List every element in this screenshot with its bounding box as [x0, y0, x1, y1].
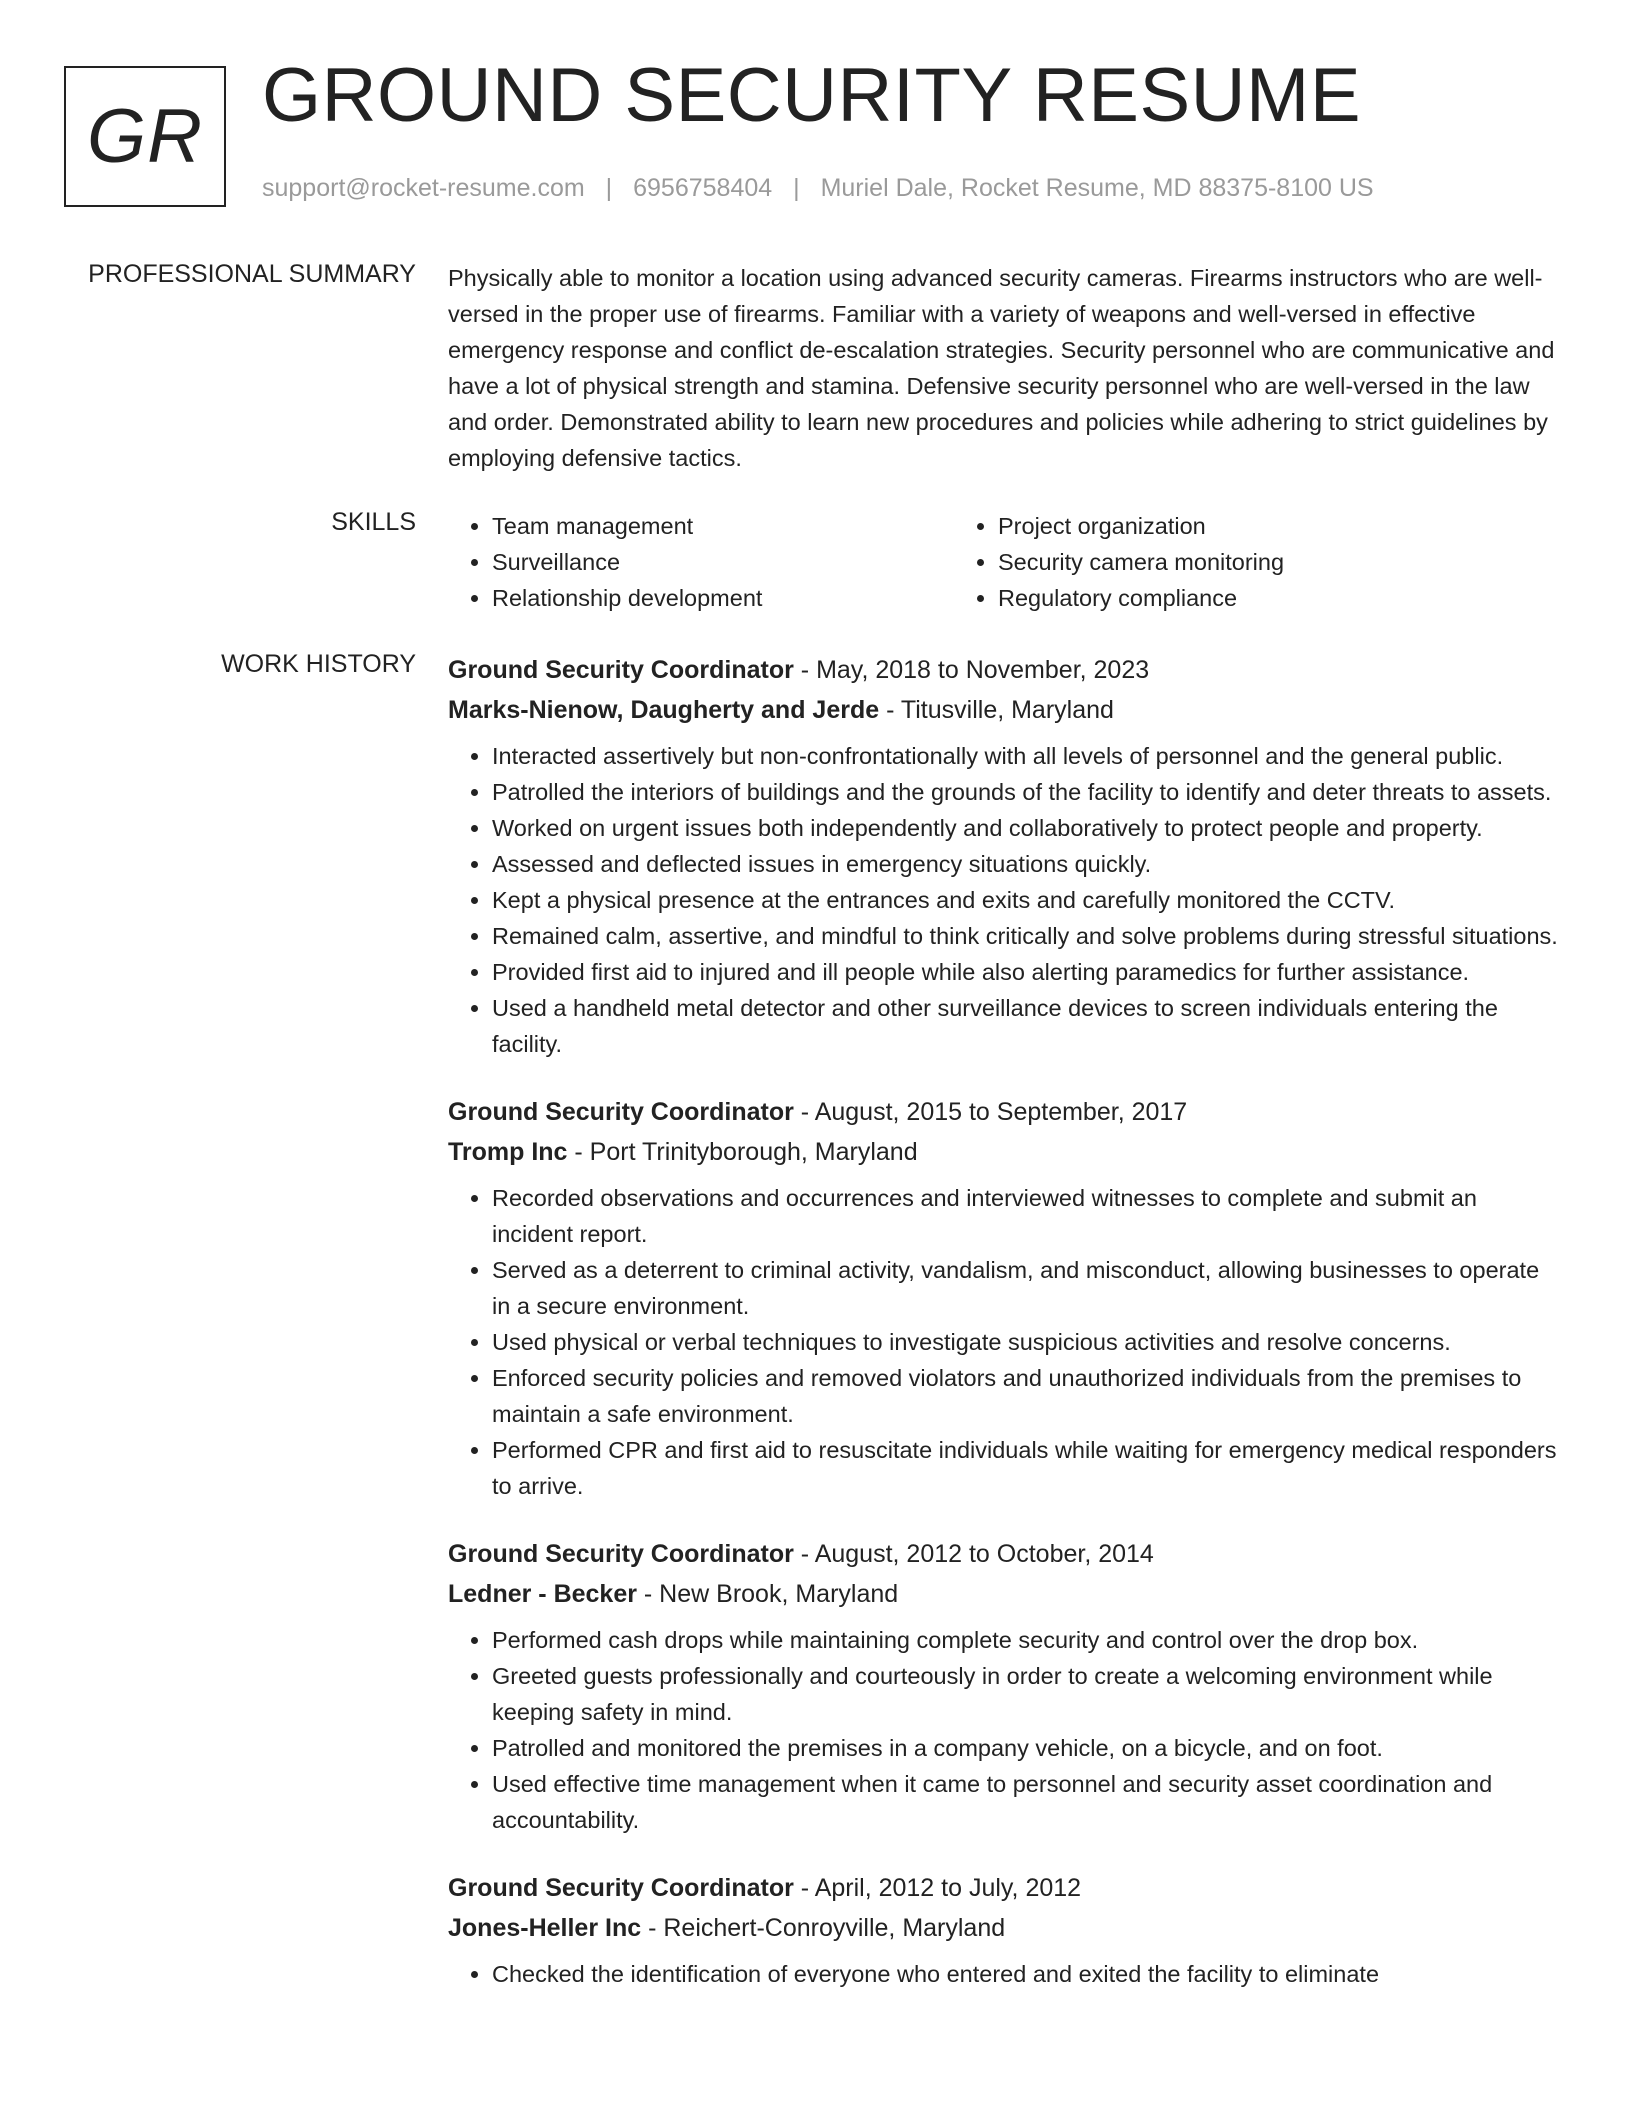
job-role: Ground Security Coordinator [448, 1098, 794, 1126]
skill-item: • Security camera monitoring [998, 544, 1284, 580]
contact-address: Muriel Dale, Rocket Resume, MD 88375-8100 US [820, 174, 1374, 202]
job-dates: - August, 2012 to October, 2014 [793, 1540, 1154, 1568]
skill-item: • Project organization [998, 508, 1284, 544]
job-title-line [448, 1534, 1563, 1574]
job-dates: - May, 2018 to November, 2023 [793, 656, 1150, 684]
job-company: Tromp Inc [448, 1138, 568, 1166]
job-list [448, 650, 1563, 2022]
contact-phone: 6956758404 [633, 174, 773, 202]
job-company: Jones-Heller Inc [448, 1914, 642, 1942]
job-bullet: • Provided first aid to injured and ill people while also alerting paramedics for further assistance. [492, 954, 1563, 990]
job-bullet: • Used physical or verbal techniques to investigate suspicious activities and resolve concerns. [492, 1324, 1563, 1360]
job-title-line [448, 1868, 1563, 1908]
job-bullet: • Patrolled and monitored the premises in a company vehicle, on a bicycle, and on foot. [492, 1730, 1563, 1766]
job-company-line [448, 1132, 1563, 1172]
job-bullet: • Checked the identification of everyone who entered and exited the facility to eliminate [492, 1956, 1563, 1992]
skill-item: • Surveillance [492, 544, 954, 580]
skill-item: • Team management [492, 508, 954, 544]
job-entry [448, 650, 1563, 1062]
skill-item: • Relationship development [492, 580, 954, 616]
job-bullets [448, 738, 1563, 1062]
job-bullet: • Performed CPR and first aid to resuscitate individuals while waiting for emergency medical responders to arrive. [492, 1432, 1563, 1504]
job-entry [448, 1868, 1563, 1992]
job-company-line [448, 690, 1563, 730]
job-bullets [448, 1622, 1563, 1838]
job-bullet: • Enforced security policies and removed violators and unauthorized individuals from the premises to maintain a safe environment. [492, 1360, 1563, 1432]
initials-badge [64, 66, 226, 207]
job-company: Ledner - Becker [448, 1580, 637, 1608]
contact-line [262, 174, 1374, 203]
job-bullet: • Performed cash drops while maintaining complete security and control over the drop box. [492, 1622, 1563, 1658]
skills-heading: SKILLS [331, 508, 416, 536]
job-bullet: • Remained calm, assertive, and mindful to think critically and solve problems during stressful situations. [492, 918, 1563, 954]
job-role: Ground Security Coordinator [448, 1874, 794, 1902]
job-bullets [448, 1956, 1563, 1992]
job-bullet: • Recorded observations and occurrences and interviewed witnesses to complete and submit an incident report. [492, 1180, 1563, 1252]
job-location: - Port Trinityborough, Maryland [567, 1138, 918, 1166]
job-company: Marks-Nienow, Daugherty and Jerde [448, 696, 880, 724]
job-location: - New Brook, Maryland [636, 1580, 899, 1608]
resume-title: GROUND SECURITY RESUME [262, 53, 1362, 138]
skills-column-2 [954, 508, 1284, 616]
work-history-heading: WORK HISTORY [221, 650, 416, 678]
job-entry [448, 1092, 1563, 1504]
skills-column-1 [448, 508, 954, 616]
job-bullet: • Patrolled the interiors of buildings and the grounds of the facility to identify and deter threats to assets. [492, 774, 1563, 810]
skill-item: • Regulatory compliance [998, 580, 1284, 616]
job-location: - Titusville, Maryland [879, 696, 1114, 724]
job-bullet: • Used a handheld metal detector and other surveillance devices to screen individuals entering the facility. [492, 990, 1563, 1062]
job-bullet: • Greeted guests professionally and courteously in order to create a welcoming environment while keeping safety in mind. [492, 1658, 1563, 1730]
job-bullets [448, 1180, 1563, 1504]
job-title-line [448, 650, 1563, 690]
summary-text: Physically able to monitor a location using advanced security cameras. Firearms instructors who are well-versed in the proper use of firearms. Familiar with a variety of weapons and well-versed in effective emergency response and conflict de-escalation strategies. Security personnel who are communicative and have a lot of physical strength and stamina. Defensive security personnel who are well-versed in the law and order. Demonstrated ability to learn new procedures and policies while adhering to strict guidelines by employing defensive tactics. [448, 265, 1555, 471]
summary-heading: PROFESSIONAL SUMMARY [88, 260, 416, 288]
job-dates: - April, 2012 to July, 2012 [793, 1874, 1082, 1902]
job-bullet: • Used effective time management when it came to personnel and security asset coordination and accountability. [492, 1766, 1563, 1838]
job-bullet: • Interacted assertively but non-confrontationally with all levels of personnel and the general public. [492, 738, 1563, 774]
skills-list [448, 508, 1563, 616]
job-bullet: • Worked on urgent issues both independently and collaboratively to protect people and property. [492, 810, 1563, 846]
job-bullet: • Kept a physical presence at the entrances and exits and carefully monitored the CCTV. [492, 882, 1563, 918]
initials: GR [87, 94, 203, 179]
contact-email: support@rocket-resume.com [262, 174, 585, 202]
contact-separator: | [793, 174, 800, 202]
job-company-line [448, 1574, 1563, 1614]
job-dates: - August, 2015 to September, 2017 [793, 1098, 1188, 1126]
job-bullet: • Assessed and deflected issues in emergency situations quickly. [492, 846, 1563, 882]
job-bullet: • Served as a deterrent to criminal activity, vandalism, and misconduct, allowing businesses to operate in a secure environment. [492, 1252, 1563, 1324]
job-title-line [448, 1092, 1563, 1132]
contact-separator: | [605, 174, 613, 202]
job-location: - Reichert-Conroyville, Maryland [641, 1914, 1006, 1942]
job-company-line [448, 1908, 1563, 1948]
job-role: Ground Security Coordinator [448, 1540, 794, 1568]
job-role: Ground Security Coordinator [448, 656, 794, 684]
job-entry [448, 1534, 1563, 1838]
